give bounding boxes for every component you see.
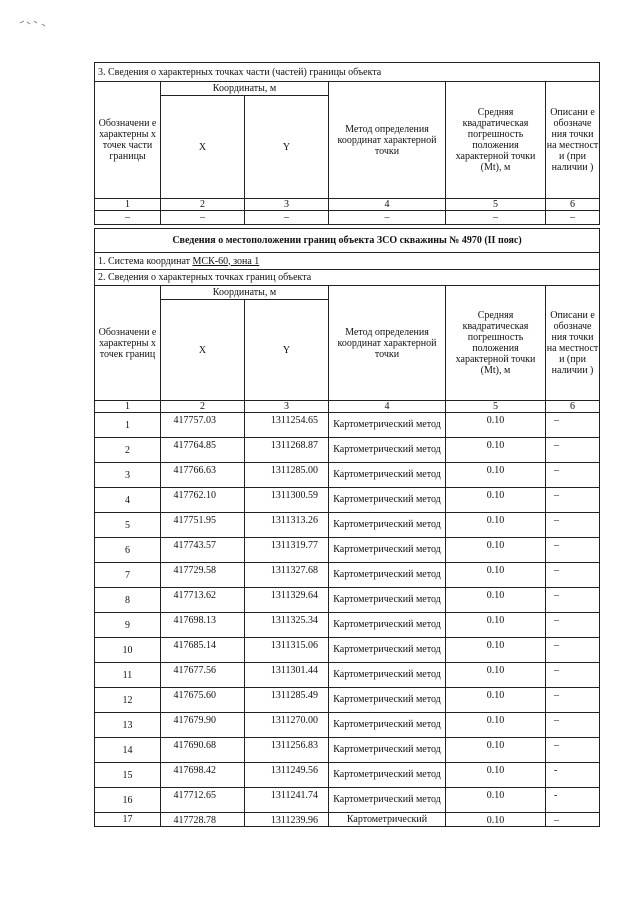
- accuracy-cell: 0.10: [446, 763, 546, 788]
- x-coordinate-cell: 417685.14: [161, 638, 245, 663]
- point-number-cell: 5: [95, 513, 161, 538]
- method-cell: Картометрический метод: [329, 513, 446, 538]
- method-cell: Картометрический метод: [329, 413, 446, 438]
- method-cell: Картометрический метод: [329, 738, 446, 763]
- table-row: [95, 663, 600, 688]
- accuracy-cell: 0.10: [446, 688, 546, 713]
- accuracy-cell: 0.10: [446, 438, 546, 463]
- method-cell: Картометрический метод: [329, 638, 446, 663]
- accuracy-cell: 0.10: [446, 738, 546, 763]
- accuracy-cell: 0.10: [446, 813, 546, 827]
- description-cell: -: [546, 763, 600, 788]
- y-coordinate-cell: 1311285.00: [245, 463, 329, 488]
- method-cell: Картометрический метод: [329, 663, 446, 688]
- description-cell: –: [546, 538, 600, 563]
- x-coordinate-cell: 417690.68: [161, 738, 245, 763]
- col-num: 6: [546, 199, 600, 211]
- method-cell: Картометрический метод: [329, 688, 446, 713]
- table-row: [95, 538, 600, 563]
- col-num: 6: [546, 401, 600, 413]
- table-row: [95, 788, 600, 813]
- x-coordinate-cell: 417729.58: [161, 563, 245, 588]
- x-coordinate-cell: 417679.90: [161, 713, 245, 738]
- y-coordinate-cell: 1311325.34: [245, 613, 329, 638]
- coord-system-row: [95, 253, 600, 270]
- empty-cell: –: [95, 211, 161, 225]
- col-num: 2: [161, 401, 245, 413]
- scan-artifact-mark: [18, 18, 48, 28]
- empty-cell: –: [446, 211, 546, 225]
- description-cell: –: [546, 638, 600, 663]
- y-coordinate-cell: 1311241.74: [245, 788, 329, 813]
- point-number-cell: 12: [95, 688, 161, 713]
- zone2-rows: [95, 413, 600, 827]
- y-coordinate-cell: 1311270.00: [245, 713, 329, 738]
- y-coordinate-cell: 1311315.06: [245, 638, 329, 663]
- x-coordinate-cell: 417751.95: [161, 513, 245, 538]
- coord-system-label: 1. Система координат: [98, 255, 193, 267]
- col-coords-header: Координаты, м: [161, 286, 329, 300]
- y-coordinate-cell: 1311254.65: [245, 413, 329, 438]
- y-coordinate-cell: 1311301.44: [245, 663, 329, 688]
- y-coordinate-cell: 1311285.49: [245, 688, 329, 713]
- empty-cell: –: [546, 211, 600, 225]
- y-coordinate-cell: 1311249.56: [245, 763, 329, 788]
- col-coords-header: Координаты, м: [161, 82, 329, 96]
- x-coordinate-cell: 417698.42: [161, 763, 245, 788]
- col-x-header: X: [161, 300, 245, 401]
- point-number-cell: 9: [95, 613, 161, 638]
- accuracy-cell: 0.10: [446, 588, 546, 613]
- section3-title: 3. Сведения о характерных точках части (частей) границы объекта: [95, 63, 600, 82]
- col-method-header: Метод определения координат характерной точки: [329, 82, 446, 199]
- point-number-cell: 14: [95, 738, 161, 763]
- description-cell: –: [546, 438, 600, 463]
- table-row: [95, 688, 600, 713]
- accuracy-cell: 0.10: [446, 488, 546, 513]
- points-title: 2. Сведения о характерных точках границ объекта: [95, 270, 600, 286]
- table-row: [95, 613, 600, 638]
- y-coordinate-cell: 1311313.26: [245, 513, 329, 538]
- col-num: 3: [245, 401, 329, 413]
- method-cell: Картометрический метод: [329, 713, 446, 738]
- method-cell: Картометрический: [329, 813, 446, 827]
- table-row: [95, 738, 600, 763]
- col-num: 1: [95, 401, 161, 413]
- description-cell: –: [546, 613, 600, 638]
- point-number-cell: 1: [95, 413, 161, 438]
- description-cell: –: [546, 463, 600, 488]
- col-num: 3: [245, 199, 329, 211]
- method-cell: Картометрический метод: [329, 788, 446, 813]
- y-coordinate-cell: 1311268.87: [245, 438, 329, 463]
- accuracy-cell: 0.10: [446, 638, 546, 663]
- description-cell: –: [546, 738, 600, 763]
- col-method-header: Метод определения координат характерной точки: [329, 286, 446, 401]
- table-row: [95, 713, 600, 738]
- col-description-header: Описани е обозначе ния точки на местност и (при наличии ): [546, 82, 600, 199]
- x-coordinate-cell: 417698.13: [161, 613, 245, 638]
- zone2-heading: Сведения о местоположении границ объекта ЗСО скважины № 4970 (II пояс): [95, 229, 600, 253]
- method-cell: Картометрический метод: [329, 563, 446, 588]
- col-y-header: Y: [245, 96, 329, 199]
- x-coordinate-cell: 417712.65: [161, 788, 245, 813]
- table-row: [95, 513, 600, 538]
- description-cell: -: [546, 788, 600, 813]
- point-number-cell: 7: [95, 563, 161, 588]
- description-cell: –: [546, 713, 600, 738]
- description-cell: –: [546, 513, 600, 538]
- y-coordinate-cell: 1311329.64: [245, 588, 329, 613]
- description-cell: –: [546, 663, 600, 688]
- col-x-header: X: [161, 96, 245, 199]
- coord-system-value: МСК-60, зона 1: [192, 255, 260, 267]
- accuracy-cell: 0.10: [446, 663, 546, 688]
- accuracy-cell: 0.10: [446, 463, 546, 488]
- description-cell: –: [546, 413, 600, 438]
- col-accuracy-header: Средняя квадратическая погрешность положения характерной точки (Mt), м: [446, 286, 546, 401]
- col-num: 1: [95, 199, 161, 211]
- col-num: 5: [446, 401, 546, 413]
- x-coordinate-cell: 417675.60: [161, 688, 245, 713]
- accuracy-cell: 0.10: [446, 613, 546, 638]
- y-coordinate-cell: 1311300.59: [245, 488, 329, 513]
- col-num: 4: [329, 199, 446, 211]
- method-cell: Картометрический метод: [329, 463, 446, 488]
- accuracy-cell: 0.10: [446, 413, 546, 438]
- point-number-cell: 3: [95, 463, 161, 488]
- empty-cell: –: [245, 211, 329, 225]
- point-number-cell: 13: [95, 713, 161, 738]
- point-number-cell: 6: [95, 538, 161, 563]
- x-coordinate-cell: 417728.78: [161, 813, 245, 827]
- col-y-header: Y: [245, 300, 329, 401]
- x-coordinate-cell: 417764.85: [161, 438, 245, 463]
- point-number-cell: 16: [95, 788, 161, 813]
- empty-cell: –: [161, 211, 245, 225]
- description-cell: –: [546, 563, 600, 588]
- x-coordinate-cell: 417677.56: [161, 663, 245, 688]
- point-number-cell: 2: [95, 438, 161, 463]
- empty-cell: –: [329, 211, 446, 225]
- x-coordinate-cell: 417762.10: [161, 488, 245, 513]
- x-coordinate-cell: 417766.63: [161, 463, 245, 488]
- point-number-cell: 11: [95, 663, 161, 688]
- method-cell: Картометрический метод: [329, 438, 446, 463]
- description-cell: –: [546, 688, 600, 713]
- accuracy-cell: 0.10: [446, 563, 546, 588]
- x-coordinate-cell: 417757.03: [161, 413, 245, 438]
- table-row: [95, 588, 600, 613]
- method-cell: Картометрический метод: [329, 613, 446, 638]
- col-num: 4: [329, 401, 446, 413]
- y-coordinate-cell: 1311327.68: [245, 563, 329, 588]
- accuracy-cell: 0.10: [446, 513, 546, 538]
- table-row: [95, 463, 600, 488]
- x-coordinate-cell: 417743.57: [161, 538, 245, 563]
- table-row: [95, 563, 600, 588]
- point-number-cell: 4: [95, 488, 161, 513]
- point-number-cell: 17: [95, 813, 161, 827]
- table-row: [95, 813, 600, 827]
- method-cell: Картометрический метод: [329, 488, 446, 513]
- col-designation-header: Обозначени е характерны х точек границ: [95, 286, 161, 401]
- y-coordinate-cell: 1311256.83: [245, 738, 329, 763]
- method-cell: Картометрический метод: [329, 538, 446, 563]
- col-designation-header: Обозначени е характерны х точек части границы: [95, 82, 161, 199]
- table-row: [95, 763, 600, 788]
- point-number-cell: 8: [95, 588, 161, 613]
- section3-table: [94, 62, 600, 225]
- accuracy-cell: 0.10: [446, 788, 546, 813]
- description-cell: –: [546, 488, 600, 513]
- col-num: 5: [446, 199, 546, 211]
- col-accuracy-header: Средняя квадратическая погрешность положения характерной точки (Mt), м: [446, 82, 546, 199]
- point-number-cell: 15: [95, 763, 161, 788]
- table-row: [95, 438, 600, 463]
- method-cell: Картометрический метод: [329, 763, 446, 788]
- method-cell: Картометрический метод: [329, 588, 446, 613]
- y-coordinate-cell: 1311319.77: [245, 538, 329, 563]
- zone2-table: [94, 228, 600, 827]
- col-num: 2: [161, 199, 245, 211]
- description-cell: –: [546, 588, 600, 613]
- point-number-cell: 10: [95, 638, 161, 663]
- accuracy-cell: 0.10: [446, 713, 546, 738]
- description-cell: –: [546, 813, 600, 827]
- col-description-header: Описани е обозначе ния точки на местност и (при наличии ): [546, 286, 600, 401]
- table-row: [95, 638, 600, 663]
- accuracy-cell: 0.10: [446, 538, 546, 563]
- table-row: [95, 413, 600, 438]
- table-row: [95, 488, 600, 513]
- y-coordinate-cell: 1311239.96: [245, 813, 329, 827]
- x-coordinate-cell: 417713.62: [161, 588, 245, 613]
